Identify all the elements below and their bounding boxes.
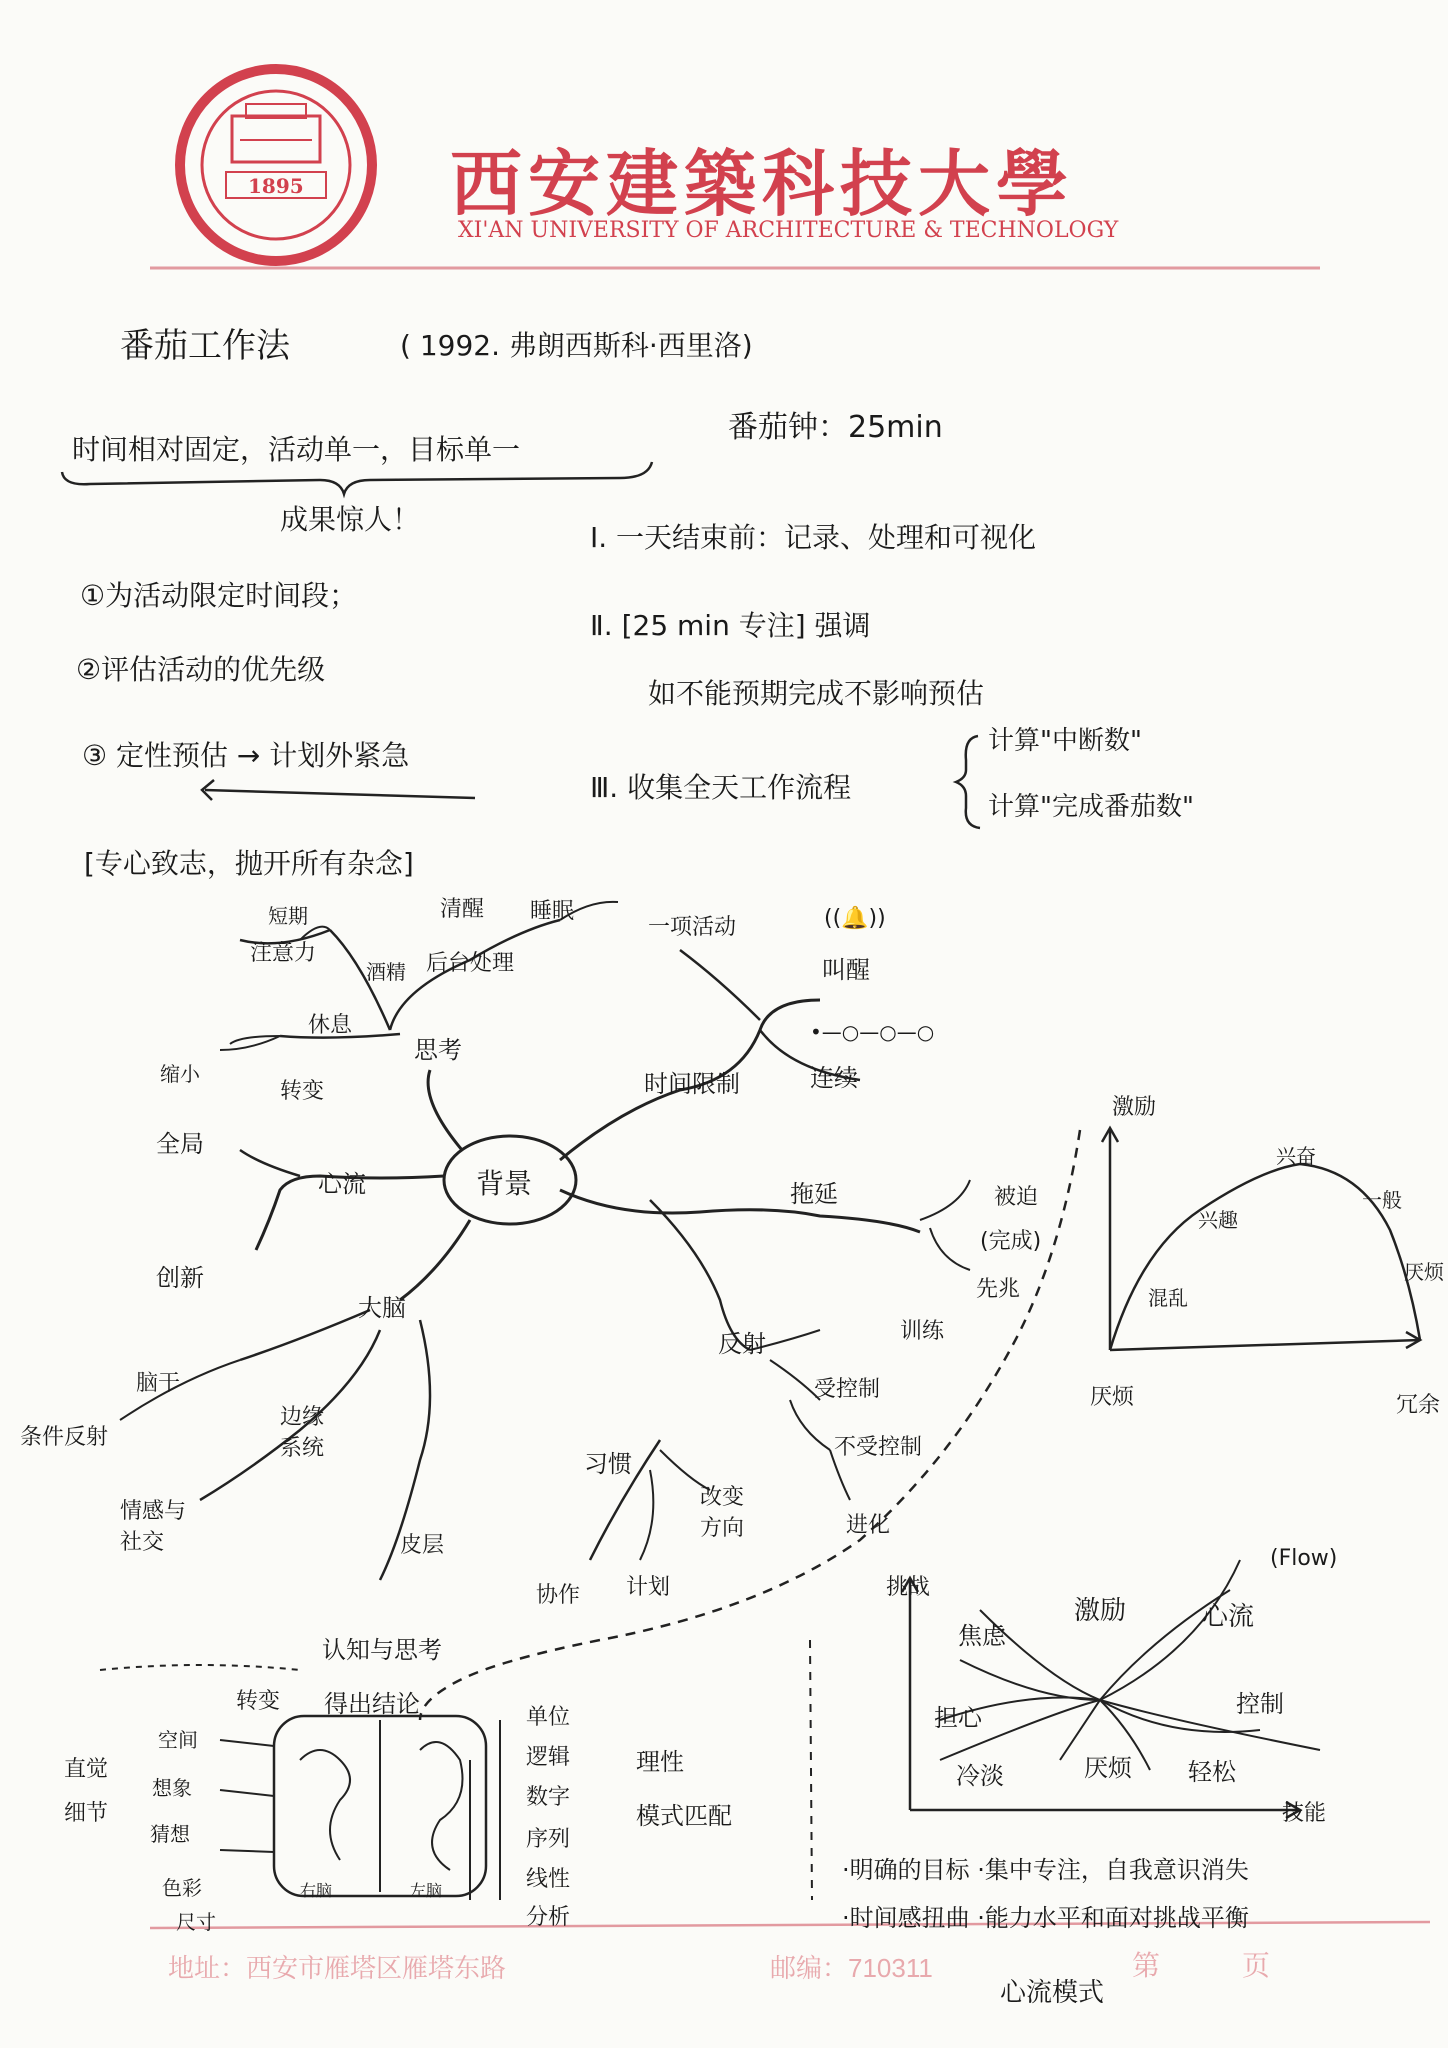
reflex-item-1: 训练 xyxy=(900,1319,945,1344)
curve-point-1: 混乱 xyxy=(1148,1286,1188,1310)
flow-xlabel: 技能 xyxy=(1282,1801,1327,1826)
right-item-5: 线性 xyxy=(526,1867,571,1892)
brain-item-3: 边缘系统 xyxy=(280,1405,325,1461)
flow-region-6: 控制 xyxy=(1236,1690,1284,1718)
procrastination-item-1: 被迫 xyxy=(994,1185,1039,1210)
procrastination-item-2: (完成) xyxy=(980,1229,1042,1254)
reflex-item-3: 不受控制 xyxy=(834,1435,923,1460)
footer-address: 地址：西安市雁塔区雁塔东路 xyxy=(168,1953,507,1983)
footer-page-prefix: 第 xyxy=(1132,1950,1161,1981)
flow-region-3: 心流 xyxy=(1202,1602,1255,1632)
timelimit-item-3: 连续 xyxy=(810,1064,858,1092)
reason-1: 理性 xyxy=(636,1748,684,1776)
timelimit-item-1: 一项活动 xyxy=(648,915,737,940)
brain-item-2: 条件反射 xyxy=(20,1425,109,1450)
curve-ylabel: 激励 xyxy=(1112,1095,1157,1120)
flow-region-9: 轻松 xyxy=(1188,1758,1236,1786)
curve-point-5: 厌烦 xyxy=(1404,1260,1444,1284)
flow-mode-label: 心流模式 xyxy=(1000,1978,1105,2008)
roman-item-1: Ⅰ. 一天结束前：记录、处理和可视化 xyxy=(590,521,1037,554)
flow-label: 心流 xyxy=(318,1170,366,1198)
bottom-note-1: ·明确的目标 ·集中专注，自我意识消失 xyxy=(842,1856,1249,1884)
flow-region-2: 激励 xyxy=(1074,1596,1127,1626)
flow-region-1: 焦虑 xyxy=(958,1622,1006,1650)
left-side-2: 细节 xyxy=(64,1801,109,1826)
think-item-9: 转变 xyxy=(280,1079,325,1104)
right-item-6: 分析 xyxy=(526,1905,571,1930)
habit-label: 习惯 xyxy=(584,1450,632,1478)
flow-region-5: 担心 xyxy=(934,1704,982,1732)
flow-region-7: 冷淡 xyxy=(956,1762,1004,1790)
alarm-bell-icon: ((🔔)) xyxy=(824,906,886,931)
timelimit-item-2: 叫醒 xyxy=(822,956,870,984)
focus-note: [专心致志，抛开所有杂念] xyxy=(84,847,414,880)
roman-sub-1: 计算"中断数" xyxy=(988,726,1142,756)
right-item-4: 序列 xyxy=(526,1827,571,1852)
timelimit-label: 时间限制 xyxy=(644,1070,740,1098)
procrastination-item-3: 先兆 xyxy=(976,1277,1021,1302)
roman-item-2-note: 如不能预期完成不影响预估 xyxy=(648,677,985,710)
hemi-left: 左脑 xyxy=(410,1881,443,1900)
flow-item-1: 全局 xyxy=(156,1130,204,1158)
curve-xlabel-right: 冗余 xyxy=(1396,1393,1441,1418)
university-name-cn: 西安建築科技大學 xyxy=(450,141,1075,226)
brain-item-5: 皮层 xyxy=(400,1533,445,1558)
flow-ylabel: 挑战 xyxy=(886,1575,931,1600)
sequence-dots-icon: •—○—○—○ xyxy=(810,1020,935,1044)
curve-point-4: 一般 xyxy=(1362,1188,1402,1212)
reason-2: 模式匹配 xyxy=(636,1802,732,1830)
result-text: 成果惊人！ xyxy=(280,503,421,536)
left-item-5: 尺寸 xyxy=(176,1910,216,1934)
think-item-7: 休息 xyxy=(308,1013,353,1038)
think-item-4: 后台处理 xyxy=(426,951,515,976)
left-item-1: 空间 xyxy=(158,1728,198,1752)
brain-item-6: 认知与思考 xyxy=(322,1636,442,1664)
bottom-note-2: ·时间感扭曲 ·能力水平和面对挑战平衡 xyxy=(842,1904,1249,1932)
brain-label: 大脑 xyxy=(358,1294,406,1322)
reflex-item-4: 进化 xyxy=(846,1513,891,1538)
curve-xlabel-left: 厌烦 xyxy=(1090,1385,1135,1410)
footer-postcode: 邮编：710311 xyxy=(770,1953,933,1983)
step-2: ②评估活动的优先级 xyxy=(76,653,326,686)
step-1: ①为活动限定时间段； xyxy=(80,579,358,612)
pomodoro-duration: 番茄钟：25min xyxy=(728,410,943,445)
right-item-1: 单位 xyxy=(526,1705,571,1730)
right-item-3: 数字 xyxy=(526,1785,571,1810)
think-item-6: 睡眠 xyxy=(530,899,575,924)
flow-region-8: 厌烦 xyxy=(1084,1754,1132,1782)
transform-label: 转变 xyxy=(236,1689,281,1714)
habit-item-3: 计划 xyxy=(626,1575,671,1600)
principle-text: 时间相对固定，活动单一，目标单一 xyxy=(72,433,521,466)
flow-region-4: (Flow) xyxy=(1270,1546,1338,1571)
think-item-2: 注意力 xyxy=(250,941,317,966)
roman-sub-2: 计算"完成番茄数" xyxy=(988,792,1194,822)
think-item-8: 缩小 xyxy=(160,1062,200,1086)
roman-item-3: Ⅲ. 收集全天工作流程 xyxy=(590,771,852,804)
think-label: 思考 xyxy=(414,1036,462,1064)
think-item-3: 酒精 xyxy=(366,960,406,984)
curve-point-3: 兴奋 xyxy=(1276,1144,1316,1168)
page-title: 番茄工作法 xyxy=(120,326,290,366)
habit-item-2: 协作 xyxy=(536,1583,581,1608)
think-item-1: 短期 xyxy=(268,904,308,928)
roman-item-2: Ⅱ. [25 min 专注] 强调 xyxy=(590,609,871,642)
left-item-3: 猜想 xyxy=(150,1822,190,1846)
seal-year: 1895 xyxy=(248,174,304,198)
left-side-1: 直觉 xyxy=(64,1757,109,1782)
procrastination-label: 拖延 xyxy=(790,1180,838,1208)
title-origin: ( 1992. 弗朗西斯科·西里洛) xyxy=(400,329,753,362)
think-item-5: 清醒 xyxy=(440,897,485,922)
reflex-label: 反射 xyxy=(718,1330,766,1358)
mindmap-center: 背景 xyxy=(476,1167,533,1200)
habit-item-1: 改变方向 xyxy=(700,1485,745,1541)
hemi-right: 右脑 xyxy=(300,1881,333,1900)
brain-item-1: 脑干 xyxy=(136,1371,181,1396)
flow-item-2: 创新 xyxy=(156,1264,204,1292)
left-item-2: 想象 xyxy=(152,1776,192,1800)
right-item-2: 逻辑 xyxy=(526,1745,571,1770)
step-3: ③ 定性预估 → 计划外紧急 xyxy=(82,739,410,772)
conclusion-label: 得出结论 xyxy=(324,1690,420,1718)
curve-point-2: 兴趣 xyxy=(1198,1208,1238,1232)
footer-page-suffix: 页 xyxy=(1242,1950,1271,1981)
reflex-item-2: 受控制 xyxy=(814,1377,881,1402)
left-item-4: 色彩 xyxy=(162,1876,202,1900)
brain-item-4: 情感与社交 xyxy=(120,1499,187,1555)
university-name-en: XI'AN UNIVERSITY OF ARCHITECTURE & TECHNOLOGY xyxy=(458,218,1119,243)
